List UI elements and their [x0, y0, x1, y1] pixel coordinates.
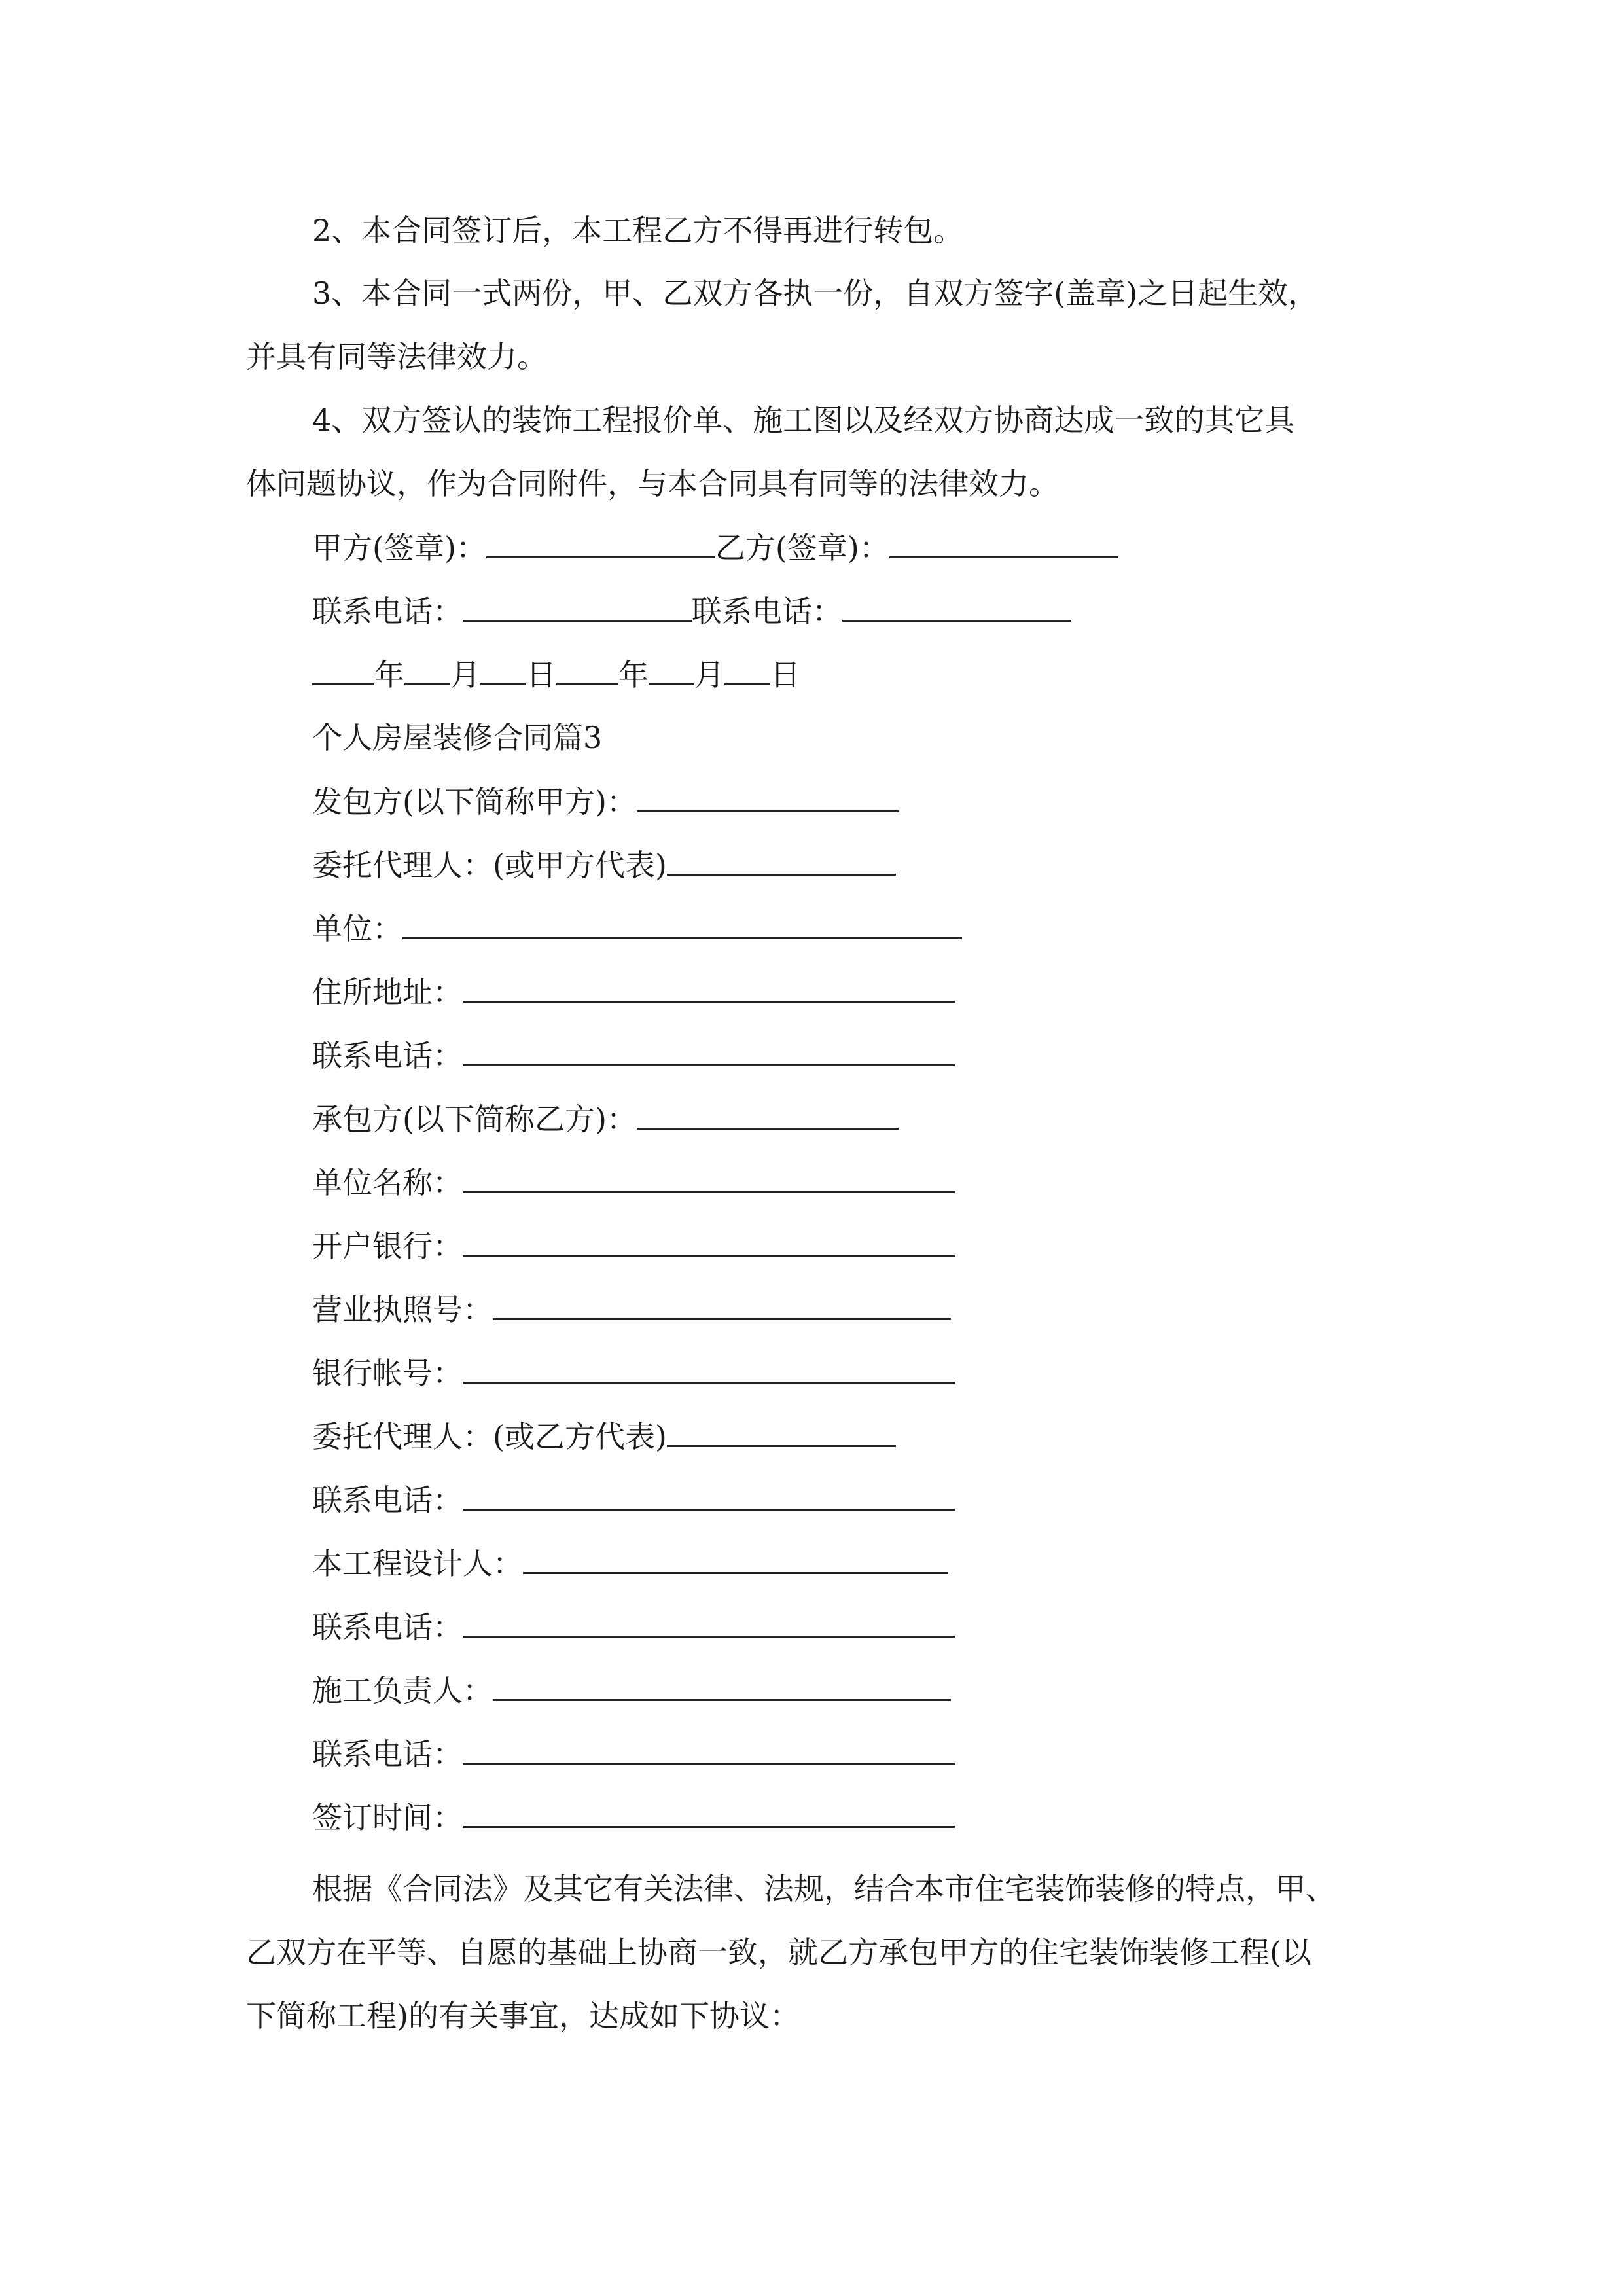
field-blank[interactable] — [463, 972, 955, 1003]
form-field — [312, 1162, 955, 1202]
clause-2: 2、本合同签订后，本工程乙方不得再进行转包。 — [312, 213, 964, 248]
preamble-line-2: 乙双方在平等、自愿的基础上协商一致，就乙方承包甲方的住宅装饰装修工程(以 — [246, 1935, 1311, 1970]
field-blank[interactable] — [463, 1035, 955, 1066]
preamble-line-1: 根据《合同法》及其它有关法律、法规，结合本市住宅装饰装修的特点，甲、 — [312, 1871, 1336, 1907]
party-a-day-blank[interactable] — [480, 655, 526, 685]
field-blank[interactable] — [493, 1670, 951, 1701]
phone-row — [312, 591, 1071, 631]
party-a-month-blank[interactable] — [404, 655, 450, 685]
field-label: 发包方(以下简称甲方)： — [312, 784, 637, 819]
field-blank[interactable] — [667, 845, 896, 876]
field-label: 承包方(以下简称乙方)： — [312, 1102, 637, 1137]
field-blank[interactable] — [463, 1162, 955, 1193]
form-field — [312, 972, 955, 1012]
field-blank[interactable] — [463, 1734, 955, 1765]
field-blank[interactable] — [463, 1480, 955, 1511]
party-b-phone-blank[interactable] — [842, 591, 1071, 622]
party-a-phone-blank[interactable] — [463, 591, 692, 622]
section-title: 个人房屋装修合同篇3 — [312, 720, 603, 755]
clause-4-line-2: 体问题协议，作为合同附件，与本合同具有同等的法律效力。 — [246, 466, 1059, 501]
field-label: 住所地址： — [312, 975, 463, 1010]
form-field — [312, 1353, 955, 1393]
field-label: 营业执照号： — [312, 1292, 493, 1327]
party-a-phone-label: 联系电话： — [312, 594, 463, 629]
month-label: 月 — [450, 657, 480, 692]
field-blank[interactable] — [402, 908, 962, 939]
field-label: 签订时间： — [312, 1800, 463, 1835]
field-label: 银行帐号： — [312, 1355, 463, 1391]
form-field — [312, 1099, 899, 1139]
field-label: 联系电话： — [312, 1736, 463, 1772]
signature-row — [312, 528, 1118, 567]
form-field — [312, 781, 899, 821]
form-field — [312, 1226, 955, 1266]
clause-4-line-1: 4、双方签认的装饰工程报价单、施工图以及经双方协商达成一致的其它具 — [312, 403, 1295, 438]
field-blank[interactable] — [637, 781, 899, 812]
form-field — [312, 1035, 955, 1075]
form-field — [312, 1480, 955, 1520]
party-b-month-blank[interactable] — [649, 655, 694, 685]
field-label: 单位名称： — [312, 1165, 463, 1200]
form-field — [312, 1416, 896, 1456]
field-blank[interactable] — [463, 1353, 955, 1384]
field-label: 联系电话： — [312, 1609, 463, 1645]
field-label: 联系电话： — [312, 1482, 463, 1518]
field-label: 委托代理人：(或乙方代表) — [312, 1419, 667, 1454]
field-blank[interactable] — [463, 1607, 955, 1638]
year-label: 年 — [374, 657, 404, 692]
party-b-year-blank[interactable] — [556, 655, 618, 685]
form-field — [312, 1543, 948, 1583]
date-row — [312, 655, 800, 694]
field-blank[interactable] — [667, 1416, 896, 1447]
field-blank[interactable] — [463, 1226, 955, 1257]
form-field — [312, 1289, 951, 1329]
party-b-signature-label: 乙方(签章)： — [715, 530, 889, 565]
field-blank[interactable] — [637, 1099, 899, 1130]
form-field — [312, 1797, 955, 1837]
clause-3-line-2: 并具有同等法律效力。 — [246, 339, 547, 374]
party-b-day-blank[interactable] — [724, 655, 770, 685]
field-label: 联系电话： — [312, 1038, 463, 1073]
party-a-signature-label: 甲方(签章)： — [312, 530, 486, 565]
party-b-phone-label: 联系电话： — [692, 594, 842, 629]
form-field — [312, 1670, 951, 1710]
day-label: 日 — [526, 657, 556, 692]
party-b-signature-blank[interactable] — [889, 528, 1118, 558]
field-blank[interactable] — [463, 1797, 955, 1828]
party-a-year-blank[interactable] — [312, 655, 374, 685]
field-label: 单位： — [312, 911, 402, 946]
year-label: 年 — [618, 657, 649, 692]
preamble-line-3: 下简称工程)的有关事宜，达成如下协议： — [246, 1998, 800, 2034]
field-label: 施工负责人： — [312, 1673, 493, 1708]
form-field — [312, 908, 962, 948]
field-label: 委托代理人：(或甲方代表) — [312, 848, 667, 883]
form-field — [312, 1734, 955, 1774]
field-label: 开户银行： — [312, 1229, 463, 1264]
party-a-signature-blank[interactable] — [486, 528, 715, 558]
field-label: 本工程设计人： — [312, 1546, 523, 1581]
day-label: 日 — [770, 657, 800, 692]
clause-3-line-1: 3、本合同一式两份，甲、乙双方各执一份，自双方签字(盖章)之日起生效， — [312, 276, 1319, 311]
form-field — [312, 845, 896, 885]
form-field — [312, 1607, 955, 1647]
field-blank[interactable] — [523, 1543, 948, 1574]
field-blank[interactable] — [493, 1289, 951, 1320]
month-label: 月 — [694, 657, 724, 692]
